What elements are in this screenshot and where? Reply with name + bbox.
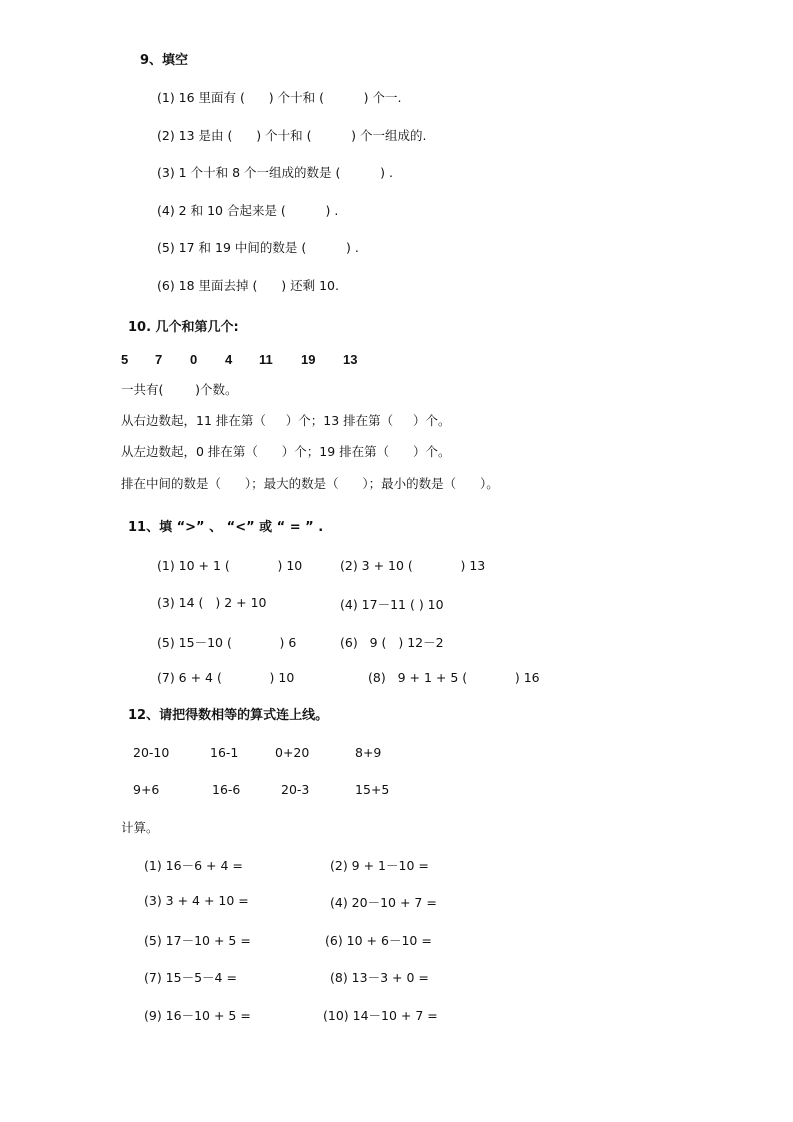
q11-item-2: (2) 3 + 10 ( ) 13	[340, 558, 486, 573]
q12-expr: 8+9	[355, 745, 382, 760]
q10-title: 10. 几个和第几个:	[128, 320, 239, 335]
q12-expr: 16-1	[210, 745, 239, 760]
q11-title: 11、填 “>” 、 “<” 或 “ = ” .	[128, 520, 324, 535]
q10-line-left: 从左边数起，0 排在第（ ）个；19 排在第（ ）个。	[121, 444, 451, 459]
q11-item-7: (7) 6 + 4 ( ) 10	[157, 670, 295, 685]
q11-item-6: (6) 9 ( ) 12－2	[340, 635, 444, 650]
q9-item-6: (6) 18 里面去掉 ( ) 还剩 10.	[157, 278, 339, 293]
q10-number: 5	[121, 352, 129, 367]
calc-item-1: (1) 16－6 + 4 =	[144, 858, 243, 873]
q12-expr: 20-3	[281, 782, 310, 797]
calc-item-4: (4) 20－10 + 7 =	[330, 895, 437, 910]
q12-expr: 0+20	[275, 745, 310, 760]
q9-item-4: (4) 2 和 10 合起来是 ( ) .	[157, 203, 339, 218]
q9-title: 9、填空	[140, 53, 189, 68]
q10-number: 11	[259, 352, 273, 367]
q10-number: 19	[301, 352, 316, 367]
q12-title: 12、请把得数相等的算式连上线。	[128, 708, 329, 723]
q12-expr: 9+6	[133, 782, 160, 797]
q10-number: 0	[190, 352, 198, 367]
q11-item-4: (4) 17－11 ( ) 10	[340, 597, 444, 612]
q11-item-1: (1) 10 + 1 ( ) 10	[157, 558, 303, 573]
q11-item-5: (5) 15－10 ( ) 6	[157, 635, 297, 650]
calc-title: 计算。	[121, 820, 159, 835]
calc-item-9: (9) 16－10 + 5 =	[144, 1008, 251, 1023]
q12-expr: 15+5	[355, 782, 390, 797]
q10-line-right: 从右边数起，11 排在第（ ）个；13 排在第（ ）个。	[121, 413, 451, 428]
q9-item-1: (1) 16 里面有 ( ) 个十和 ( ) 个一.	[157, 90, 402, 105]
calc-item-6: (6) 10 + 6－10 =	[325, 933, 432, 948]
q9-item-3: (3) 1 个十和 8 个一组成的数是 ( ) .	[157, 165, 393, 180]
q9-item-2: (2) 13 是由 ( ) 个十和 ( ) 个一组成的.	[157, 128, 427, 143]
q10-line-count: 一共有( )个数。	[121, 382, 238, 397]
q10-number: 13	[343, 352, 358, 367]
q12-expr: 20-10	[133, 745, 170, 760]
calc-item-10: (10) 14－10 + 7 =	[323, 1008, 438, 1023]
q10-number: 4	[225, 352, 233, 367]
calc-item-2: (2) 9 + 1－10 =	[330, 858, 429, 873]
calc-item-5: (5) 17－10 + 5 =	[144, 933, 251, 948]
calc-item-3: (3) 3 + 4 + 10 =	[144, 893, 249, 908]
q11-item-8: (8) 9 + 1 + 5 ( ) 16	[368, 670, 540, 685]
q12-expr: 16-6	[212, 782, 241, 797]
q10-number: 7	[155, 352, 163, 367]
q11-item-3: (3) 14 ( ) 2 + 10	[157, 595, 267, 610]
q10-line-middle: 排在中间的数是（ ）；最大的数是（ ）；最小的数是（ ）。	[121, 476, 499, 491]
q9-item-5: (5) 17 和 19 中间的数是 ( ) .	[157, 240, 359, 255]
calc-item-8: (8) 13－3 + 0 =	[330, 970, 429, 985]
calc-item-7: (7) 15－5－4 =	[144, 970, 237, 985]
